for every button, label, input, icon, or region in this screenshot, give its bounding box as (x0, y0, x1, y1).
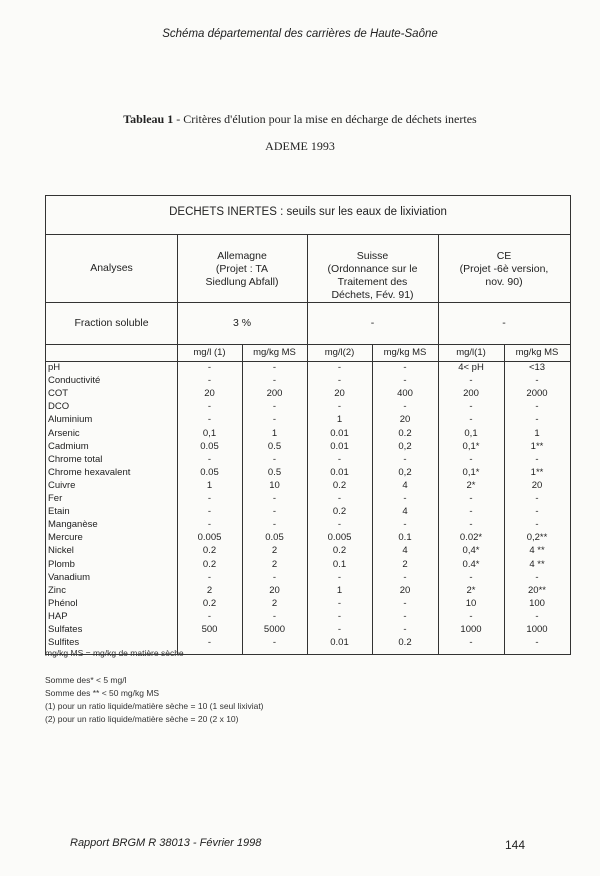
table-cell: 1 (336, 414, 343, 426)
table-cell: 0.2 (202, 558, 217, 570)
table-title-label: Tableau 1 (123, 112, 174, 126)
table-cell: 400 (397, 388, 413, 400)
table-cell: - (272, 506, 277, 518)
header-suisse-line: (Ordonnance sur le (327, 263, 418, 275)
table-cell: - (337, 493, 342, 504)
table-cell: 0.01 (330, 440, 349, 452)
table-cell: - (272, 493, 277, 504)
table-cell: 0.05 (200, 466, 219, 478)
table-cell: 0,1 (202, 427, 217, 439)
table-cell: 200 (463, 388, 479, 400)
unit-cell: mg/kg MS (515, 347, 559, 358)
footnote-ratio-1: (1) pour un ratio liquide/matière sèche = 10 (1 seul lixiviat) (45, 701, 264, 711)
table-cell: 1 (336, 584, 343, 596)
table-cell: 20 (269, 584, 280, 596)
table-cell: - (535, 571, 539, 583)
table-cell: - (403, 375, 407, 387)
table-cell: - (337, 362, 342, 373)
table-cell: 20 (334, 388, 345, 400)
table-cell: - (272, 401, 277, 413)
table-cell: 0,1 (464, 427, 478, 439)
table-cell: - (469, 493, 473, 504)
row-label: Mercure (48, 532, 83, 544)
row-label: COT (48, 388, 69, 400)
table-cell: - (207, 506, 212, 518)
table-cell: - (207, 637, 212, 649)
table-cell: - (337, 571, 342, 583)
table-cell: 0.2 (332, 479, 347, 491)
table-cell: 4 ** (529, 545, 545, 557)
table-cell: 4 (402, 506, 408, 518)
table-cell: - (469, 401, 473, 413)
header-suisse-line: Suisse (356, 250, 389, 262)
unit-cell: mg/kg MS (253, 347, 296, 358)
fraction-suisse: - (370, 317, 375, 329)
row-label: Sulfites (48, 637, 80, 649)
table-cell: - (469, 519, 473, 531)
table-cell: - (207, 519, 212, 531)
rule-below-headers (46, 302, 570, 303)
table-cell: 1000 (526, 624, 548, 635)
table-cell: 2 (206, 584, 213, 596)
table-cell: - (535, 375, 539, 387)
table-cell: 0.5 (267, 440, 282, 452)
row-label: Manganèse (48, 519, 98, 531)
table-cell: <13 (528, 362, 546, 373)
table-cell: - (469, 571, 473, 583)
table-cell: 0,1* (462, 466, 480, 478)
row-label: Chrome hexavalent (48, 466, 131, 478)
row-label: pH (48, 362, 61, 373)
row-label: Etain (48, 506, 70, 518)
header-allemagne (177, 250, 307, 289)
table-cell: 0,4* (462, 545, 480, 557)
row-label: Cuivre (48, 479, 76, 491)
table-cell: 200 (266, 388, 283, 400)
row-label: Conductivité (48, 375, 101, 387)
table-cell: - (337, 597, 342, 609)
row-label: Aluminium (48, 414, 93, 426)
table-cell: - (469, 414, 473, 426)
header-ce-line: nov. 90) (485, 276, 523, 288)
table-cell: - (535, 637, 539, 649)
table-cell: 0.2 (202, 597, 217, 609)
table-cell: 1 (271, 427, 278, 439)
table-cell: 4 (402, 479, 408, 491)
unit-cell: mg/l (1) (193, 347, 226, 358)
table-cell: - (535, 519, 539, 531)
table-cell: - (469, 453, 473, 465)
table-cell: 20 (399, 414, 411, 426)
running-header: Schéma départemental des carrières de Haute-Saône (162, 28, 438, 40)
header-ce-line: CE (496, 250, 512, 262)
table-cell: 1** (530, 440, 544, 452)
table-cell: 2 (402, 558, 408, 570)
table-cell: - (207, 493, 212, 504)
row-label: Fer (48, 493, 63, 504)
header-ce-line: (Projet -6è version, (459, 263, 549, 275)
rule-below-fraction (46, 344, 570, 345)
row-label: Zinc (48, 584, 66, 596)
table-cell: - (272, 637, 277, 649)
table-cell: 0.005 (327, 532, 352, 544)
table-cell: 10 (465, 597, 477, 609)
table-cell: 0.1 (398, 532, 412, 544)
table-cell: 1000 (460, 624, 482, 635)
row-label: DCO (48, 401, 70, 413)
row-label: Vanadium (48, 571, 91, 583)
row-label: Phénol (48, 597, 78, 609)
table-cell: - (403, 362, 407, 373)
table-title-text: - Critères d'élution pour la mise en décharge de déchets inertes (173, 112, 477, 126)
fraction-ce: - (502, 317, 506, 329)
table-cell: - (469, 375, 473, 387)
table-cell: 0.01 (330, 427, 349, 439)
criteria-table (45, 195, 571, 655)
table-cell: 0,1* (462, 440, 480, 452)
table-cell: 20** (528, 584, 546, 596)
footnote-sum-single: Somme des* < 5 mg/l (45, 675, 127, 685)
table-cell: 0.1 (332, 558, 347, 570)
footnote-ms: mg/kg MS = mg/kg de matière sèche (45, 648, 184, 658)
table-cell: 2* (466, 479, 476, 491)
table-cell: - (337, 453, 342, 465)
table-cell: 0.2 (398, 427, 412, 439)
row-label: Arsenic (48, 427, 80, 439)
unit-cell: mg/l(2) (324, 347, 355, 358)
header-allemagne-line: Siedlung Abfall) (205, 276, 279, 288)
fraction-label: Fraction soluble (74, 317, 149, 329)
table-cell: - (207, 571, 212, 583)
table-cell: 20 (399, 584, 411, 596)
table-cell: 4 (402, 545, 408, 557)
table-cell: 0,2** (526, 532, 548, 544)
table-cell: 4< pH (458, 362, 484, 373)
unit-cell: mg/kg MS (383, 347, 427, 358)
table-cell: - (337, 624, 342, 635)
header-suisse-line: Déchets, Fév. 91) (331, 289, 414, 301)
table-cell: - (207, 453, 212, 465)
table-cell: 0.05 (265, 532, 284, 544)
table-cell: - (469, 506, 473, 518)
table-cell: - (337, 375, 342, 387)
table-cell: - (403, 571, 407, 583)
row-label: Sulfates (48, 624, 83, 635)
table-cell: - (403, 401, 407, 413)
report-reference: Rapport BRGM R 38013 - Février 1998 (70, 837, 262, 849)
table-subtitle: ADEME 1993 (265, 139, 335, 153)
table-cell: - (272, 414, 277, 426)
row-label: Cadmium (48, 440, 89, 452)
table-cell: - (535, 401, 539, 413)
table-cell: 0.2 (332, 545, 347, 557)
table-cell: - (403, 519, 407, 531)
table-cell: 0.005 (197, 532, 222, 544)
table-cell: - (207, 401, 212, 413)
table-cell: 1** (530, 466, 544, 478)
table-cell: - (403, 610, 407, 622)
table-cell: 0.01 (330, 637, 349, 649)
table-cell: - (272, 610, 277, 622)
table-cell: - (207, 375, 212, 387)
table-cell: - (272, 375, 277, 387)
table-cell: - (337, 519, 342, 531)
table-cell: 0.5 (267, 466, 282, 478)
row-label: Chrome total (48, 453, 103, 465)
table-cell: 0.2 (332, 506, 347, 518)
table-cell: - (535, 414, 539, 426)
table-cell: - (337, 610, 342, 622)
table-cell: 2 (271, 545, 278, 557)
table-cell: - (207, 610, 212, 622)
row-label: Nickel (48, 545, 74, 557)
table-cell: - (469, 610, 473, 622)
header-ce (438, 250, 570, 289)
header-allemagne-line: Allemagne (217, 250, 267, 262)
table-cell: 2* (466, 584, 476, 596)
header-suisse (307, 250, 438, 302)
table-cell: - (403, 493, 407, 504)
table-cell: - (272, 453, 277, 465)
table-cell: 0.4* (462, 558, 480, 570)
table-cell: 0,2 (398, 440, 412, 452)
table-cell: - (469, 637, 473, 649)
table-cell: 0,2 (398, 466, 412, 478)
table-cell: - (337, 401, 342, 413)
table-caption: DECHETS INERTES : seuils sur les eaux de lixiviation (169, 206, 447, 218)
table-cell: 100 (529, 597, 545, 609)
table-cell: - (535, 493, 539, 504)
table-cell: - (403, 597, 407, 609)
table-cell: 1 (534, 427, 540, 439)
fraction-allemagne: 3 % (232, 317, 252, 329)
table-cell: - (535, 506, 539, 518)
footnote-sum-double: Somme des ** < 50 mg/kg MS (45, 688, 160, 698)
header-suisse-line: Traitement des (337, 276, 408, 288)
table-cell: 2000 (526, 388, 548, 400)
table-cell: - (272, 362, 277, 373)
table-cell: 0.2 (202, 545, 217, 557)
table-cell: 0.01 (330, 466, 349, 478)
table-cell: 5000 (263, 624, 286, 635)
table-cell: - (272, 519, 277, 531)
rule-below-caption (46, 234, 570, 235)
table-cell: - (535, 610, 539, 622)
table-cell: 2 (271, 558, 278, 570)
table-cell: - (207, 414, 212, 426)
table-cell: 1 (206, 479, 213, 491)
header-allemagne-line: (Projet : TA (215, 263, 269, 275)
table-cell: 4 ** (529, 558, 545, 570)
table-cell: - (272, 571, 277, 583)
table-cell: 0.02* (459, 532, 483, 544)
table-cell: 0.2 (398, 637, 412, 649)
table-cell: 500 (201, 624, 218, 635)
table-cell: - (403, 624, 407, 635)
table-cell: 0.05 (200, 440, 219, 452)
table-cell: - (403, 453, 407, 465)
row-label: Plomb (48, 558, 75, 570)
header-analyses: Analyses (90, 262, 133, 274)
page-number: 144 (505, 838, 526, 852)
unit-cell: mg/l(1) (456, 347, 486, 358)
table-title (0, 112, 600, 127)
table-cell: 20 (204, 388, 215, 400)
footnote-ratio-2: (2) pour un ratio liquide/matière sèche = 20 (2 x 10) (45, 714, 239, 724)
table-cell: 10 (269, 479, 280, 491)
table-cell: 20 (531, 479, 543, 491)
row-label: HAP (48, 610, 68, 622)
table-cell: 2 (271, 597, 278, 609)
table-cell: - (535, 453, 539, 465)
table-cell: - (207, 362, 212, 373)
